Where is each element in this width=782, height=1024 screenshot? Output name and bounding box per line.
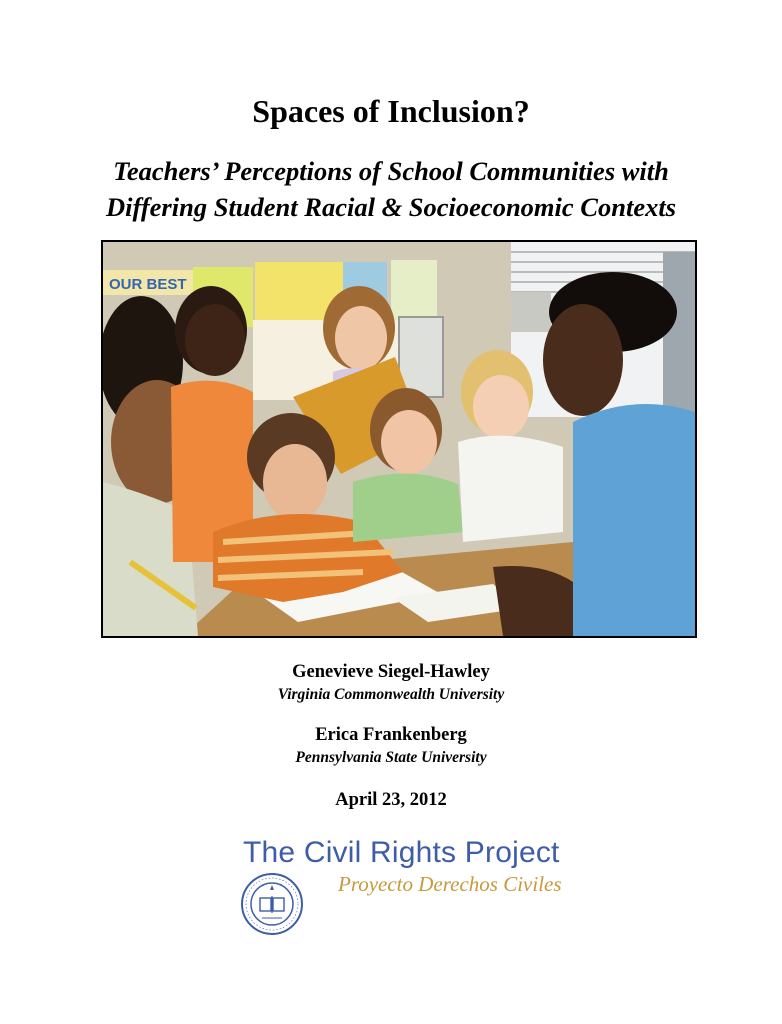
author-1 [0,662,782,704]
report-subtitle [0,153,782,225]
author-2-name: Erica Frankenberg [315,725,467,745]
report-title: Spaces of Inclusion? [252,93,530,129]
subtitle-line-2: Differing Student Racial & Socioeconomic Contexts [105,192,677,222]
poster-text: OUR BEST [109,276,187,293]
author-1-name: Genevieve Siegel-Hawley [292,662,490,682]
author-2-affiliation: Pennsylvania State University [295,749,487,766]
author-1-affiliation: Virginia Commonwealth University [277,686,505,703]
subtitle-line-1: Teachers’ Perceptions of School Communities with [113,156,669,186]
publication-date: April 23, 2012 [335,790,447,810]
classroom-photo [101,240,697,638]
author-2 [0,725,782,767]
university-of-california-seal-icon [240,872,304,936]
org-name-spanish: Proyecto Derechos Civiles [338,872,562,896]
org-name: The Civil Rights Project [243,836,560,869]
